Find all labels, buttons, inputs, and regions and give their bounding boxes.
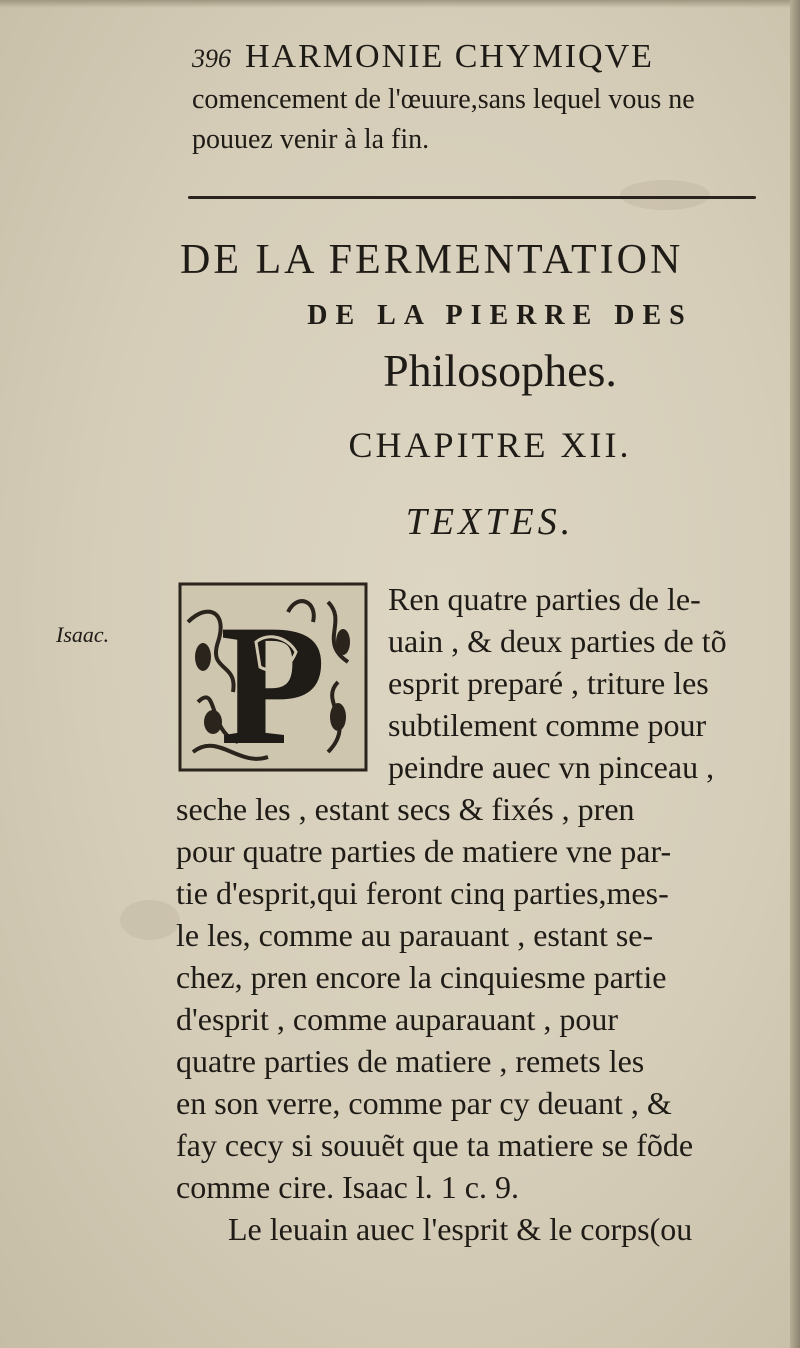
paragraph-line: fay cecy si souuẽt que ta matiere se fõde [176,1127,694,1163]
page-top-shadow [0,0,800,8]
paragraph-line: peindre auec vn pinceau , [388,749,715,785]
paragraph-line: Ren quatre parties de le- [388,581,701,617]
continuation-line: pouuez venir à la fin. [192,124,430,155]
book-title: HARMONIE CHYMIQVE [245,38,654,75]
paragraph-line: en son verre, comme par cy deuant , & [176,1085,672,1121]
paragraph-line: subtilement comme pour [388,707,707,743]
chapter-heading-line3: Philosophes. [383,345,617,396]
chapter-heading-line1: DE LA FERMENTATION [180,237,684,283]
margin-note: Isaac. [56,622,110,647]
chapter-number: CHAPITRE XII. [348,425,632,465]
ornamental-foliage-icon [178,582,368,772]
paragraph-line: le les, comme au parauant , estant se- [176,917,654,953]
paragraph-line: pour quatre parties de matiere vne par- [176,833,672,869]
drop-cap-letter: P [221,591,325,772]
paper-stain [620,180,710,210]
decorated-initial [178,582,368,772]
section-rule [188,196,756,199]
chapter-heading-line2: DE LA PIERRE DES [307,300,693,331]
paragraph-line: chez, pren encore la cinquiesme partie [176,959,667,995]
running-head [192,38,772,76]
section-label: TEXTES. [405,501,575,543]
paragraph-line: d'esprit , comme auparauant , pour [176,1001,619,1037]
paragraph-line: Le leuain auec l'esprit & le corps(ou [228,1211,693,1247]
paragraph-line: comme cire. Isaac l. 1 c. 9. [176,1169,519,1205]
paragraph-line: seche les , estant secs & fixés , pren [176,791,635,827]
paragraph-line: tie d'esprit,qui feront cinq parties,mes- [176,875,669,911]
continuation-line: comencement de l'œuure,sans lequel vous ne [192,84,695,115]
paragraph-line: esprit preparé , triture les [388,665,709,701]
paragraph-line: uain , & deux parties de tõ [388,623,727,659]
page-right-edge [790,0,800,1348]
paragraph-line: quatre parties de matiere , remets les [176,1043,645,1079]
paper-stain [120,900,180,940]
page-number: 396 [192,44,231,73]
